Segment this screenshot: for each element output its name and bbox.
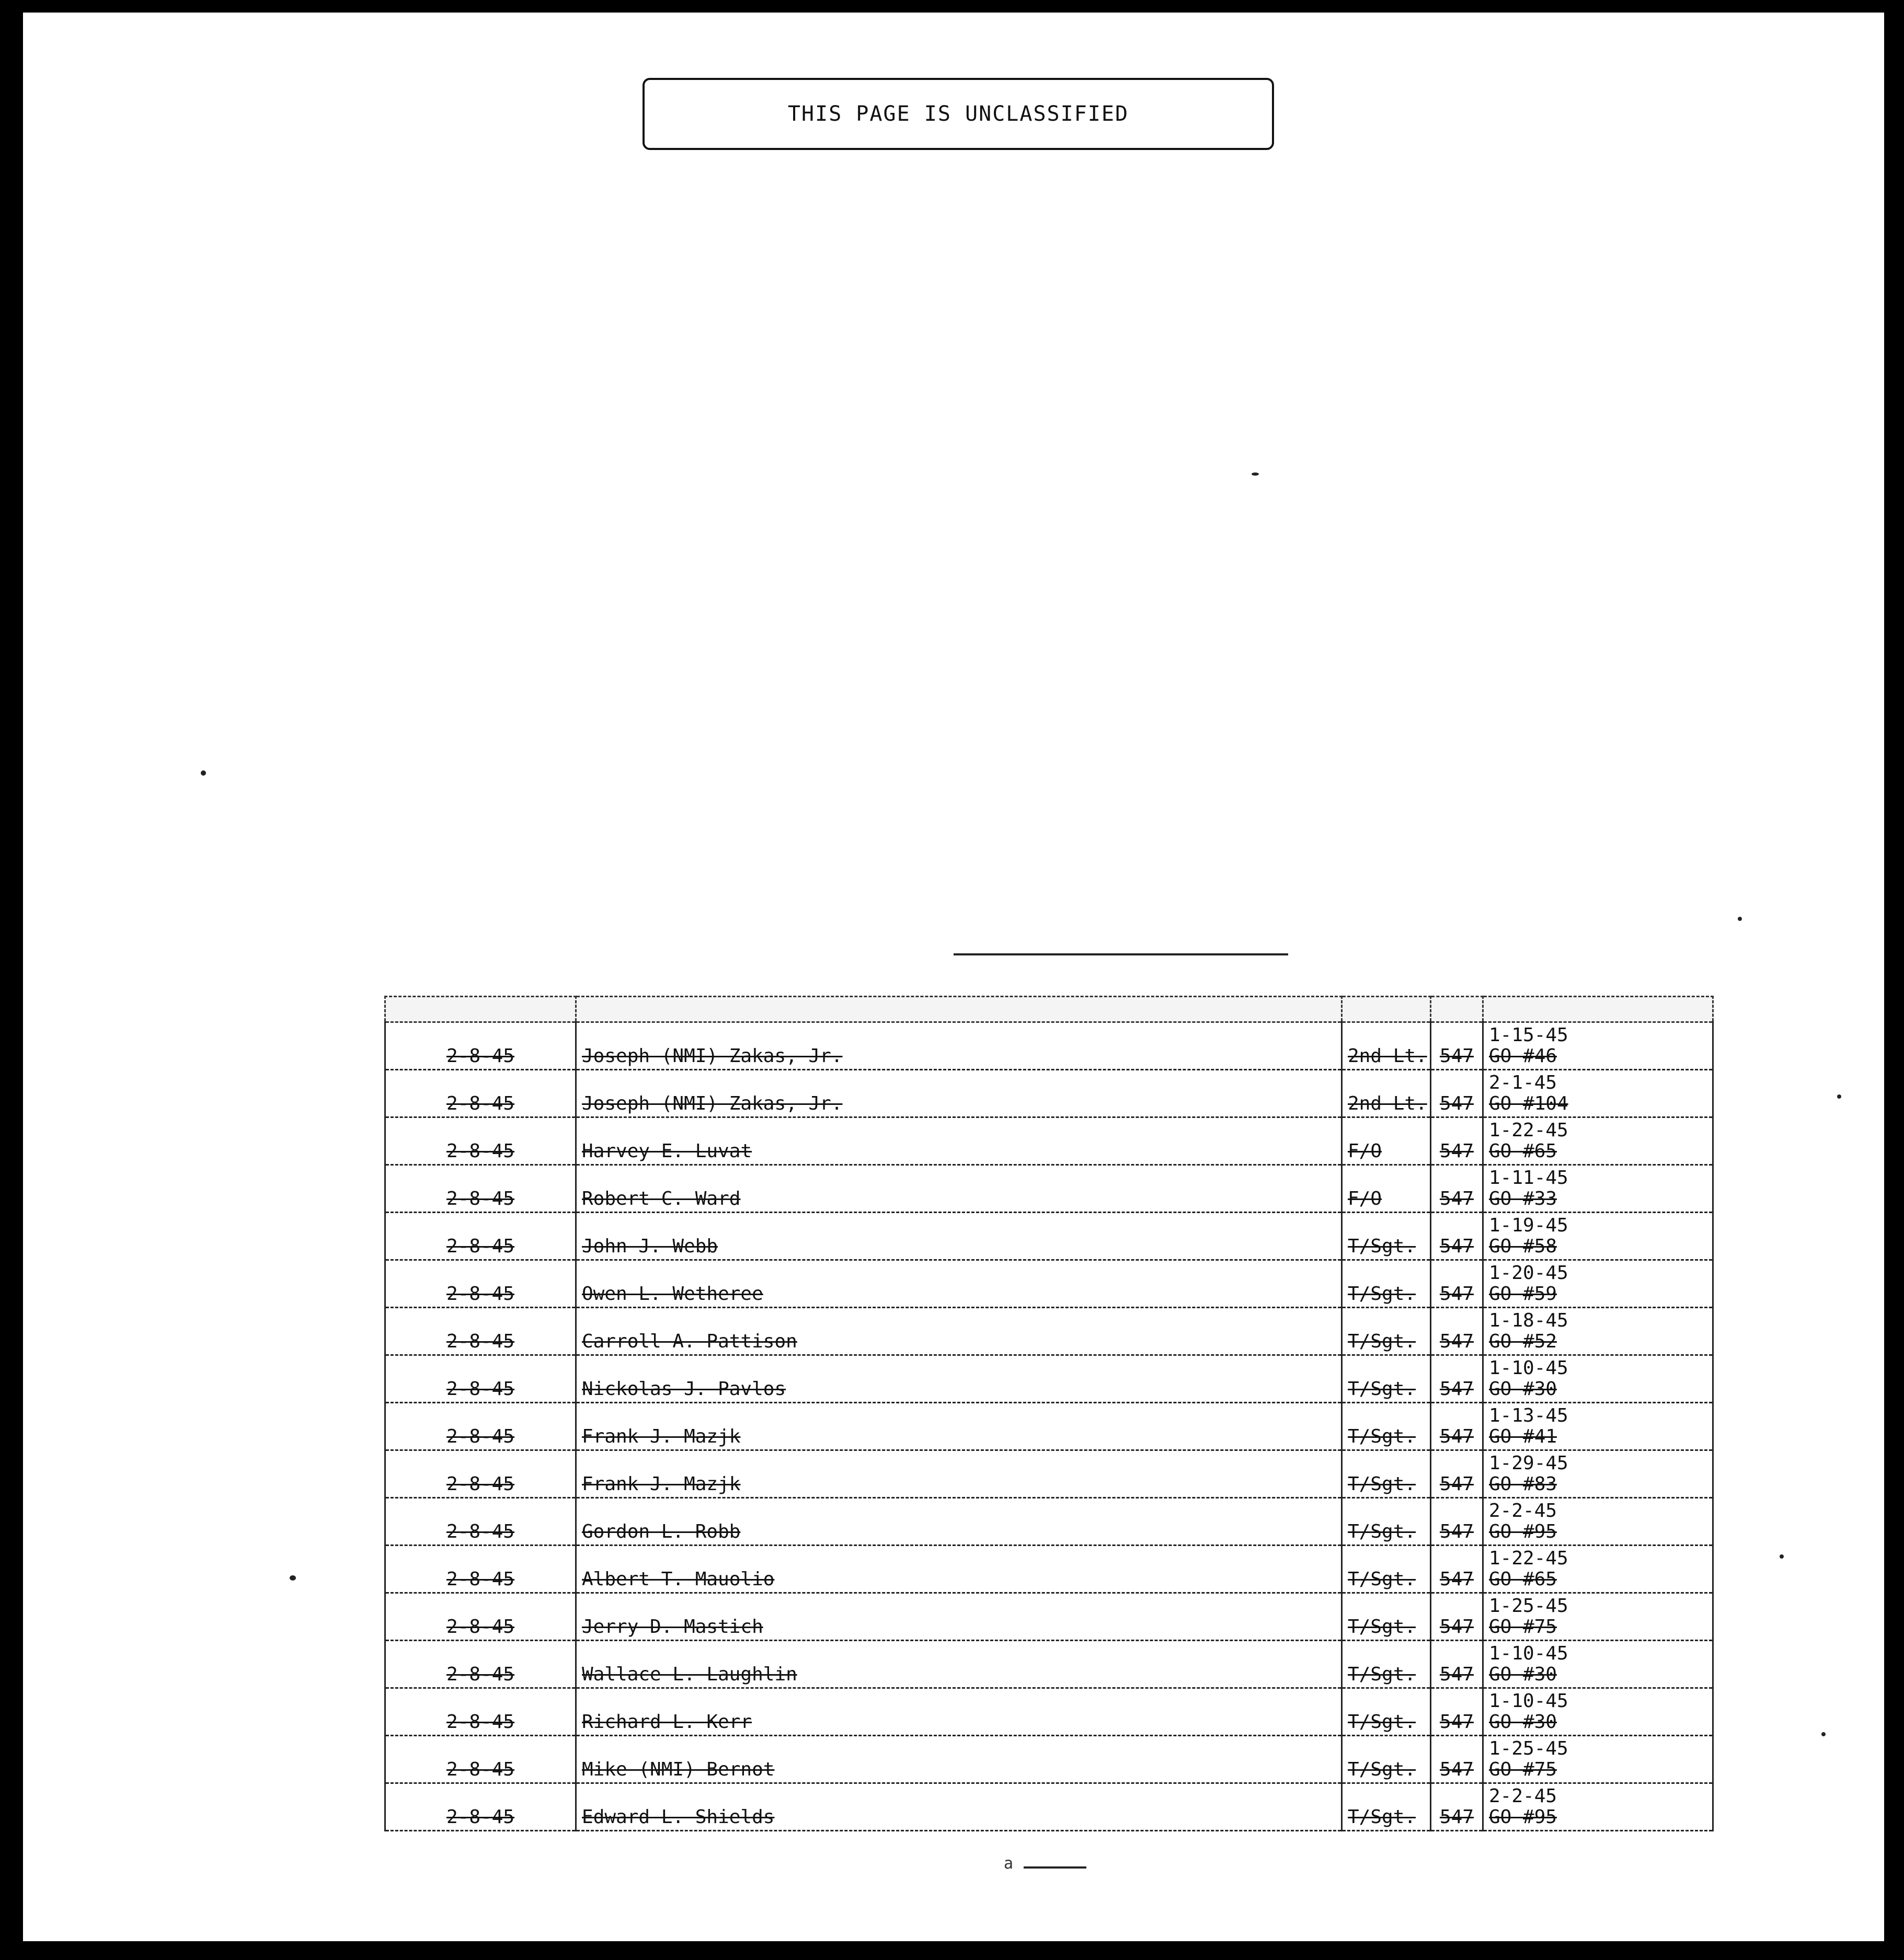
date-cell: 2-8-45 (385, 1546, 576, 1593)
date-cell: 2-8-45 (385, 1165, 576, 1213)
group-cell: 547 (1431, 1308, 1483, 1355)
reference-date: 2-2-45 (1489, 1500, 1557, 1521)
group-cell: 547 (1431, 1022, 1483, 1070)
rank-cell: T/Sgt. (1342, 1213, 1431, 1260)
scan-speck (290, 1575, 296, 1581)
reference-cell (1483, 1641, 1713, 1688)
reference-order: GO #75 (1489, 1759, 1557, 1780)
header-cell (576, 997, 1342, 1022)
group-cell: 547 (1431, 1260, 1483, 1308)
name-cell: Edward L. Shields (576, 1783, 1342, 1831)
table-body (385, 1022, 1713, 1831)
date-cell: 2-8-45 (385, 1022, 576, 1070)
reference-order: GO #95 (1489, 1521, 1557, 1542)
header-underline (954, 932, 1288, 955)
reference-cell (1483, 1260, 1713, 1308)
name-cell: Carroll A. Pattison (576, 1308, 1342, 1355)
reference-cell (1483, 1783, 1713, 1831)
group-cell: 547 (1431, 1355, 1483, 1403)
rank-cell: T/Sgt. (1342, 1736, 1431, 1783)
reference-cell (1483, 1688, 1713, 1736)
date-cell: 2-8-45 (385, 1450, 576, 1498)
reference-cell (1483, 1450, 1713, 1498)
name-cell: Joseph (NMI) Zakas, Jr. (576, 1070, 1342, 1117)
rank-cell: T/Sgt. (1342, 1403, 1431, 1450)
group-cell: 547 (1431, 1403, 1483, 1450)
reference-cell (1483, 1498, 1713, 1546)
reference-cell (1483, 1070, 1713, 1117)
name-cell: Nickolas J. Pavlos (576, 1355, 1342, 1403)
table-row (385, 1736, 1713, 1783)
name-cell: Albert T. Mauolio (576, 1546, 1342, 1593)
rank-cell: 2nd Lt. (1342, 1070, 1431, 1117)
awards-table (384, 996, 1714, 1831)
group-cell: 547 (1431, 1546, 1483, 1593)
table-row (385, 1213, 1713, 1260)
reference-date: 1-10-45 (1489, 1357, 1568, 1379)
reference-date: 1-19-45 (1489, 1215, 1568, 1236)
name-cell: Wallace L. Laughlin (576, 1641, 1342, 1688)
group-cell: 547 (1431, 1688, 1483, 1736)
group-cell: 547 (1431, 1213, 1483, 1260)
date-cell: 2-8-45 (385, 1117, 576, 1165)
header-cell (385, 997, 576, 1022)
rank-cell: T/Sgt. (1342, 1783, 1431, 1831)
reference-order: GO #95 (1489, 1806, 1557, 1828)
scan-speck (201, 770, 206, 776)
name-cell: Harvey E. Luvat (576, 1117, 1342, 1165)
rank-cell: T/Sgt. (1342, 1355, 1431, 1403)
table-row (385, 1450, 1713, 1498)
reference-date: 1-10-45 (1489, 1690, 1568, 1712)
group-cell: 547 (1431, 1498, 1483, 1546)
reference-cell (1483, 1308, 1713, 1355)
name-cell: Frank J. Mazjk (576, 1450, 1342, 1498)
rank-cell: 2nd Lt. (1342, 1022, 1431, 1070)
reference-order: GO #30 (1489, 1664, 1557, 1685)
reference-order: GO #52 (1489, 1331, 1557, 1352)
date-cell: 2-8-45 (385, 1213, 576, 1260)
table-row (385, 1498, 1713, 1546)
table-row (385, 1022, 1713, 1070)
table-row (385, 1593, 1713, 1641)
reference-order: GO #65 (1489, 1140, 1557, 1162)
reference-order: GO #33 (1489, 1188, 1557, 1209)
name-cell: Owen L. Wetheree (576, 1260, 1342, 1308)
scan-speck (1821, 1732, 1826, 1736)
reference-order: GO #59 (1489, 1283, 1557, 1305)
reference-date: 1-11-45 (1489, 1167, 1568, 1189)
reference-date: 2-2-45 (1489, 1785, 1557, 1807)
group-cell: 547 (1431, 1641, 1483, 1688)
rank-cell: F/O (1342, 1165, 1431, 1213)
footer-mark-text: a (1004, 1854, 1014, 1873)
reference-order: GO #30 (1489, 1711, 1557, 1733)
reference-date: 1-29-45 (1489, 1452, 1568, 1474)
group-cell: 547 (1431, 1117, 1483, 1165)
table-row (385, 1070, 1713, 1117)
table-row (385, 1117, 1713, 1165)
scan-speck (1837, 1094, 1841, 1099)
reference-date: 1-15-45 (1489, 1024, 1568, 1046)
date-cell: 2-8-45 (385, 1736, 576, 1783)
reference-date: 1-13-45 (1489, 1405, 1568, 1426)
rank-cell: T/Sgt. (1342, 1450, 1431, 1498)
reference-order: GO #30 (1489, 1378, 1557, 1400)
date-cell: 2-8-45 (385, 1593, 576, 1641)
scan-speck (1252, 472, 1259, 476)
table-row (385, 1641, 1713, 1688)
group-cell: 547 (1431, 1070, 1483, 1117)
footer-dash (1024, 1866, 1086, 1869)
table-row (385, 1260, 1713, 1308)
reference-cell (1483, 1022, 1713, 1070)
rank-cell: T/Sgt. (1342, 1641, 1431, 1688)
reference-date: 1-18-45 (1489, 1310, 1568, 1331)
date-cell: 2-8-45 (385, 1688, 576, 1736)
table-row (385, 1308, 1713, 1355)
reference-cell (1483, 1355, 1713, 1403)
group-cell: 547 (1431, 1165, 1483, 1213)
date-cell: 2-8-45 (385, 1355, 576, 1403)
name-cell: Mike (NMI) Bernot (576, 1736, 1342, 1783)
table-header-row (385, 997, 1713, 1022)
table-row (385, 1355, 1713, 1403)
name-cell: Richard L. Kerr (576, 1688, 1342, 1736)
scan-speck (1738, 917, 1742, 921)
scan-speck (1780, 1554, 1784, 1559)
reference-cell (1483, 1165, 1713, 1213)
date-cell: 2-8-45 (385, 1498, 576, 1546)
table-row (385, 1165, 1713, 1213)
rank-cell: T/Sgt. (1342, 1308, 1431, 1355)
reference-date: 1-22-45 (1489, 1548, 1568, 1569)
reference-date: 1-22-45 (1489, 1120, 1568, 1141)
rank-cell: T/Sgt. (1342, 1498, 1431, 1546)
table-row (385, 1546, 1713, 1593)
name-cell: Joseph (NMI) Zakas, Jr. (576, 1022, 1342, 1070)
reference-cell (1483, 1213, 1713, 1260)
group-cell: 547 (1431, 1783, 1483, 1831)
date-cell: 2-8-45 (385, 1260, 576, 1308)
table-row (385, 1688, 1713, 1736)
classification-banner: THIS PAGE IS UNCLASSIFIED (643, 78, 1274, 150)
date-cell: 2-8-45 (385, 1070, 576, 1117)
reference-cell (1483, 1736, 1713, 1783)
reference-date: 1-25-45 (1489, 1738, 1568, 1759)
group-cell: 547 (1431, 1450, 1483, 1498)
name-cell: Robert C. Ward (576, 1165, 1342, 1213)
reference-cell (1483, 1546, 1713, 1593)
reference-order: GO #46 (1489, 1045, 1557, 1067)
reference-date: 1-20-45 (1489, 1262, 1568, 1284)
date-cell: 2-8-45 (385, 1783, 576, 1831)
faded-header-line (901, 912, 1309, 932)
rank-cell: T/Sgt. (1342, 1546, 1431, 1593)
rank-cell: T/Sgt. (1342, 1260, 1431, 1308)
rank-cell: T/Sgt. (1342, 1593, 1431, 1641)
date-cell: 2-8-45 (385, 1641, 576, 1688)
footer-mark (1004, 1854, 1086, 1873)
rank-cell: F/O (1342, 1117, 1431, 1165)
name-cell: Gordon L. Robb (576, 1498, 1342, 1546)
reference-date: 1-10-45 (1489, 1643, 1568, 1664)
table-row (385, 1403, 1713, 1450)
date-cell: 2-8-45 (385, 1403, 576, 1450)
rank-cell: T/Sgt. (1342, 1688, 1431, 1736)
reference-order: GO #83 (1489, 1473, 1557, 1495)
header-cell (1431, 997, 1483, 1022)
group-cell: 547 (1431, 1593, 1483, 1641)
name-cell: Frank J. Mazjk (576, 1403, 1342, 1450)
reference-order: GO #75 (1489, 1616, 1557, 1638)
reference-cell (1483, 1593, 1713, 1641)
reference-cell (1483, 1403, 1713, 1450)
group-cell: 547 (1431, 1736, 1483, 1783)
name-cell: Jerry D. Mastich (576, 1593, 1342, 1641)
name-cell: John J. Webb (576, 1213, 1342, 1260)
reference-date: 1-25-45 (1489, 1595, 1568, 1617)
header-cell (1342, 997, 1431, 1022)
reference-order: GO #41 (1489, 1426, 1557, 1447)
header-cell (1483, 997, 1713, 1022)
date-cell: 2-8-45 (385, 1308, 576, 1355)
reference-date: 2-1-45 (1489, 1072, 1557, 1093)
table-row (385, 1783, 1713, 1831)
reference-order: GO #65 (1489, 1569, 1557, 1590)
reference-order: GO #104 (1489, 1093, 1568, 1114)
faded-header-block (901, 912, 1309, 959)
reference-cell (1483, 1117, 1713, 1165)
reference-order: GO #58 (1489, 1236, 1557, 1257)
